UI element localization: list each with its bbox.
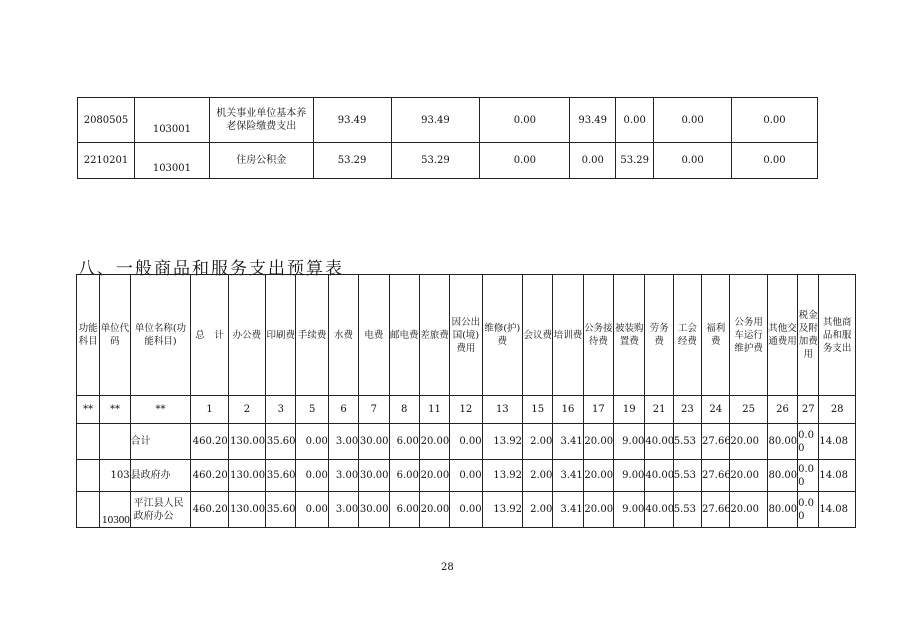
amount-cell: 35.60: [266, 424, 296, 460]
amount-cell: 3.41: [553, 492, 583, 528]
table-row: [77, 460, 856, 492]
amount-cell: 3.00: [328, 424, 358, 460]
code-cell: 25: [730, 396, 767, 424]
amount-cell: 93.49: [313, 98, 391, 143]
amount-cell: 130.00: [228, 492, 265, 528]
amount-cell: 20.00: [419, 460, 449, 492]
unit-code-cell: 10300: [100, 492, 130, 528]
amount-cell: 93.49: [570, 98, 616, 143]
func-code-cell: [77, 492, 100, 528]
amount-cell: 3.41: [553, 460, 583, 492]
amount-cell: 9.00: [614, 460, 645, 492]
amount-cell: 40.00: [645, 492, 673, 528]
header-cell: 印刷费: [266, 275, 296, 396]
amount-cell: 20.00: [419, 424, 449, 460]
code-cell: 12: [450, 396, 482, 424]
general-goods-services-budget-table: [76, 274, 856, 528]
code-cell: 21: [645, 396, 673, 424]
header-cell: 税金及附加费用: [798, 275, 819, 396]
header-cell: 其他商品和服务支出: [819, 275, 856, 396]
amount-cell: 20.00: [583, 460, 613, 492]
amount-cell: 0.00: [798, 424, 819, 460]
amount-cell: 93.49: [391, 98, 480, 143]
amount-cell: 0.00: [296, 460, 328, 492]
amount-cell: 460.20: [191, 424, 228, 460]
amount-cell: 0.00: [570, 143, 616, 179]
code-cell: 3: [266, 396, 296, 424]
amount-cell: 2.00: [523, 460, 553, 492]
amount-cell: 40.00: [645, 460, 673, 492]
amount-cell: 13.92: [482, 460, 522, 492]
header-cell: 因公出国(境)费用: [450, 275, 482, 396]
unit-code-cell: [100, 424, 130, 460]
amount-cell: 5.53: [673, 424, 701, 460]
amount-cell: 5.53: [673, 460, 701, 492]
code-row: [77, 396, 856, 424]
code-cell: 28: [819, 396, 856, 424]
table-row: [77, 424, 856, 460]
code-cell: **: [100, 396, 130, 424]
item-name-line: 老保险缴费支出: [226, 121, 297, 132]
code-cell: 27: [798, 396, 819, 424]
amount-cell: 0.00: [450, 492, 482, 528]
amount-cell: 20.00: [583, 492, 613, 528]
amount-cell: 20.00: [730, 460, 767, 492]
unit-code-cell: 103: [100, 460, 130, 492]
amount-cell: 0.00: [480, 98, 570, 143]
amount-cell: 0.00: [798, 492, 819, 528]
unit-name-cell: 平江县人民政府办公: [130, 492, 191, 528]
code-cell: 23: [673, 396, 701, 424]
amount-cell: 53.29: [391, 143, 480, 179]
table-row: [78, 98, 818, 143]
amount-cell: 2.00: [523, 492, 553, 528]
amount-cell: 0.00: [450, 460, 482, 492]
amount-cell: 460.20: [191, 492, 228, 528]
amount-cell: 0.00: [296, 492, 328, 528]
code-cell: 26: [767, 396, 797, 424]
amount-cell: 35.60: [266, 492, 296, 528]
code-cell: 1: [191, 396, 228, 424]
header-cell: 水费: [328, 275, 358, 396]
amount-cell: 35.60: [266, 460, 296, 492]
header-cell: 办公费: [228, 275, 265, 396]
code-cell: 24: [702, 396, 730, 424]
amount-cell: 27.66: [702, 460, 730, 492]
header-cell: 培训费: [553, 275, 583, 396]
amount-cell: 53.29: [313, 143, 391, 179]
amount-cell: 30.00: [359, 460, 389, 492]
code-cell: 11: [419, 396, 449, 424]
header-cell: 电费: [359, 275, 389, 396]
header-cell: 手续费: [296, 275, 328, 396]
amount-cell: 6.00: [389, 492, 419, 528]
amount-cell: 20.00: [730, 424, 767, 460]
header-cell: 福利费: [702, 275, 730, 396]
amount-cell: 14.08: [819, 492, 856, 528]
amount-cell: 130.00: [228, 424, 265, 460]
amount-cell: 53.29: [616, 143, 654, 179]
header-cell: 公务接待费: [583, 275, 613, 396]
code-cell: 16: [553, 396, 583, 424]
amount-cell: 2.00: [523, 424, 553, 460]
header-cell: 被装购置费: [614, 275, 645, 396]
code-cell: **: [130, 396, 191, 424]
unit-name-cell: 合计: [130, 424, 191, 460]
amount-cell: 5.53: [673, 492, 701, 528]
func-code-cell: 2080505: [78, 98, 135, 143]
code-cell: 17: [583, 396, 613, 424]
item-name-cell: 住房公积金: [209, 143, 313, 179]
header-cell: 总 计: [191, 275, 228, 396]
amount-cell: 6.00: [389, 424, 419, 460]
amount-cell: 20.00: [583, 424, 613, 460]
amount-cell: 3.00: [328, 460, 358, 492]
amount-cell: 0.00: [296, 424, 328, 460]
amount-cell: 460.20: [191, 460, 228, 492]
header-cell: 单位代码: [100, 275, 130, 396]
amount-cell: 80.00: [767, 492, 797, 528]
amount-cell: 0.00: [798, 460, 819, 492]
amount-cell: 40.00: [645, 424, 673, 460]
amount-cell: 13.92: [482, 492, 522, 528]
header-cell: 劳务费: [645, 275, 673, 396]
header-cell: 其他交通费用: [767, 275, 797, 396]
header-cell: 会议费: [523, 275, 553, 396]
code-cell: 5: [296, 396, 328, 424]
code-cell: **: [77, 396, 100, 424]
unit-code-cell: 103001: [134, 98, 209, 143]
amount-cell: 9.00: [614, 492, 645, 528]
header-cell: 功能科目: [77, 275, 100, 396]
table-row: [77, 492, 856, 528]
code-cell: 6: [328, 396, 358, 424]
amount-cell: 6.00: [389, 460, 419, 492]
func-code-cell: [77, 460, 100, 492]
item-name-cell: [209, 98, 313, 143]
header-cell: 维修(护)费: [482, 275, 522, 396]
header-cell: 工会经费: [673, 275, 701, 396]
page-number: 28: [441, 562, 454, 573]
section-title: 八、一般商品和服务支出预算表: [78, 259, 344, 279]
header-cell: 单位名称(功能科目): [130, 275, 191, 396]
amount-cell: 27.66: [702, 492, 730, 528]
code-cell: 19: [614, 396, 645, 424]
table-row: [78, 143, 818, 179]
amount-cell: 3.41: [553, 424, 583, 460]
amount-cell: 0.00: [480, 143, 570, 179]
amount-cell: 20.00: [419, 492, 449, 528]
amount-cell: 14.08: [819, 460, 856, 492]
unit-name-cell: 县政府办: [130, 460, 191, 492]
amount-cell: 30.00: [359, 492, 389, 528]
header-cell: 差旅费: [419, 275, 449, 396]
amount-cell: 0.00: [732, 143, 818, 179]
amount-cell: 0.00: [654, 143, 732, 179]
code-cell: 8: [389, 396, 419, 424]
code-cell: 15: [523, 396, 553, 424]
func-code-cell: [77, 424, 100, 460]
amount-cell: 20.00: [730, 492, 767, 528]
amount-cell: 9.00: [614, 424, 645, 460]
code-cell: 7: [359, 396, 389, 424]
amount-cell: 0.00: [732, 98, 818, 143]
amount-cell: 27.66: [702, 424, 730, 460]
amount-cell: 80.00: [767, 424, 797, 460]
expense-detail-table: [77, 97, 818, 179]
func-code-cell: 2210201: [78, 143, 135, 179]
amount-cell: 14.08: [819, 424, 856, 460]
code-cell: 13: [482, 396, 522, 424]
unit-code-cell: 103001: [134, 143, 209, 179]
header-row: [77, 275, 856, 396]
header-cell: 邮电费: [389, 275, 419, 396]
amount-cell: 13.92: [482, 424, 522, 460]
amount-cell: 30.00: [359, 424, 389, 460]
amount-cell: 130.00: [228, 460, 265, 492]
amount-cell: 0.00: [450, 424, 482, 460]
amount-cell: 3.00: [328, 492, 358, 528]
item-name-line: 机关事业单位基本养: [216, 108, 307, 119]
header-cell: 公务用车运行维护费: [730, 275, 767, 396]
amount-cell: 0.00: [654, 98, 732, 143]
amount-cell: 0.00: [616, 98, 654, 143]
amount-cell: 80.00: [767, 460, 797, 492]
code-cell: 2: [228, 396, 265, 424]
